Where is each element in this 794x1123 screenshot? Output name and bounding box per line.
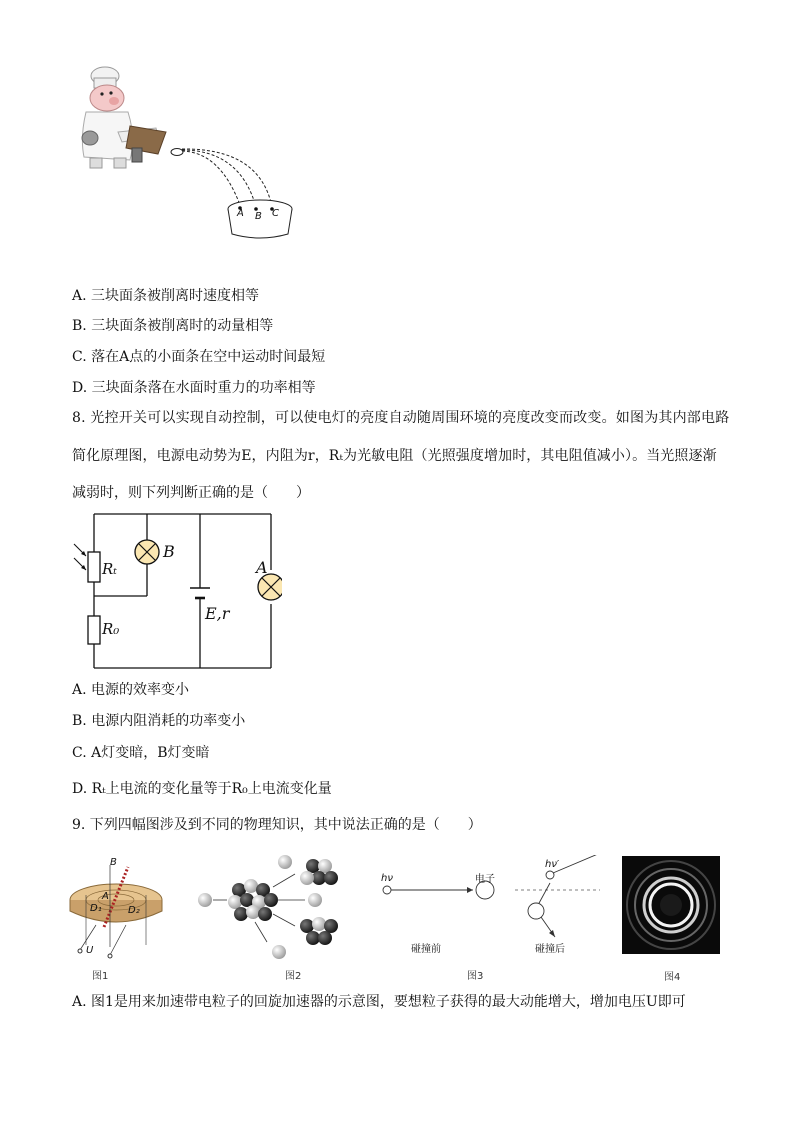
q8-stem-line3: 减弱时，则下列判断正确的是（ ）: [72, 485, 310, 501]
q8-option-a: [72, 680, 189, 700]
fig3-hv-label: hν: [381, 873, 393, 884]
option-text: Rₜ上电流的变化量等于R₀上电流变化量: [91, 781, 332, 797]
fig3-hv2-label: hν′: [545, 859, 560, 870]
q8-option-d: [72, 779, 332, 799]
option-letter: B.: [72, 318, 87, 334]
fig1-label-d2: D₂: [128, 905, 140, 916]
q8-stem-line1: 8. 光控开关可以实现自动控制，可以使电灯的亮度自动随周围环境的亮度改变而改变。如图为其内部电路: [72, 410, 730, 426]
fig4-caption: 图4: [664, 972, 681, 983]
fig2-caption: 图2: [285, 971, 302, 982]
fig3-electron-label: 电子: [475, 874, 495, 885]
option-letter: B.: [72, 713, 87, 729]
q7-option-c: [72, 347, 325, 367]
option-text: 三块面条落在水面时重力的功率相等: [91, 380, 316, 396]
figure-3-compton: [375, 855, 610, 980]
lamp-b-label: B: [163, 542, 175, 561]
q9-option-a: A. 图1是用来加速带电粒子的回旋加速器的示意图，要想粒子获得的最大动能增大，增加电压U即可: [72, 994, 686, 1010]
circuit-schematic: [72, 508, 282, 674]
r0-label: R₀: [102, 620, 120, 638]
fig3-before-label: 碰撞前: [411, 944, 441, 955]
fig1-label-u: U: [86, 945, 94, 956]
point-a-label: A: [237, 208, 244, 219]
q8-option-b: [72, 711, 245, 731]
q9-stem: 9. 下列四幅图涉及到不同的物理知识，其中说法正确的是（ ）: [72, 817, 482, 833]
option-text: 电源内阻消耗的功率变小: [91, 713, 246, 729]
diffraction-rings: [622, 856, 720, 954]
q8-stem-line2: 简化原理图，电源电动势为E，内阻为r，Rₜ为光敏电阻（光照强度增加时，其电阻值减小）。当光照逐渐: [72, 448, 717, 464]
option-text: 落在A点的小面条在空中运动时间最短: [91, 349, 326, 365]
source-label: E,r: [205, 604, 230, 623]
q8-option-c: [72, 743, 210, 763]
circuit-diagram: [72, 508, 282, 674]
figure-1-cyclotron: [66, 855, 166, 980]
lamp-a-label: A: [256, 558, 268, 577]
option-letter: A.: [72, 288, 87, 304]
figure-4-diffraction: [622, 856, 722, 983]
fig1-label-b: B: [110, 857, 117, 868]
option-letter: D.: [72, 781, 88, 797]
rt-label: Rₜ: [102, 560, 117, 578]
option-letter: C.: [72, 349, 87, 365]
point-c-label: C: [272, 208, 279, 219]
option-letter: A.: [72, 682, 87, 698]
fig1-caption: 图1: [92, 971, 109, 982]
q7-option-b: [72, 316, 273, 336]
option-text: 三块面条被削离时的动量相等: [91, 318, 274, 334]
fig3-caption: 图3: [467, 971, 484, 982]
q7-option-a: [72, 286, 259, 306]
fig1-label-a: A: [102, 891, 109, 902]
option-letter: D.: [72, 380, 88, 396]
option-text: 三块面条被削离时速度相等: [91, 288, 260, 304]
fission-drawing: [195, 852, 350, 967]
cyclotron-drawing: [66, 855, 166, 965]
point-b-label: B: [255, 211, 262, 222]
q7-option-d: [72, 378, 316, 398]
chef-noodle-illustration: [70, 62, 310, 247]
option-text: 电源的效率变小: [91, 682, 190, 698]
fig1-label-d1: D₁: [90, 903, 102, 914]
option-letter: C.: [72, 745, 87, 761]
chef-noodle-figure: [70, 62, 310, 247]
figure-2-fission: [195, 852, 350, 980]
option-text: A灯变暗，B灯变暗: [91, 745, 210, 761]
fig3-after-label: 碰撞后: [535, 944, 565, 955]
